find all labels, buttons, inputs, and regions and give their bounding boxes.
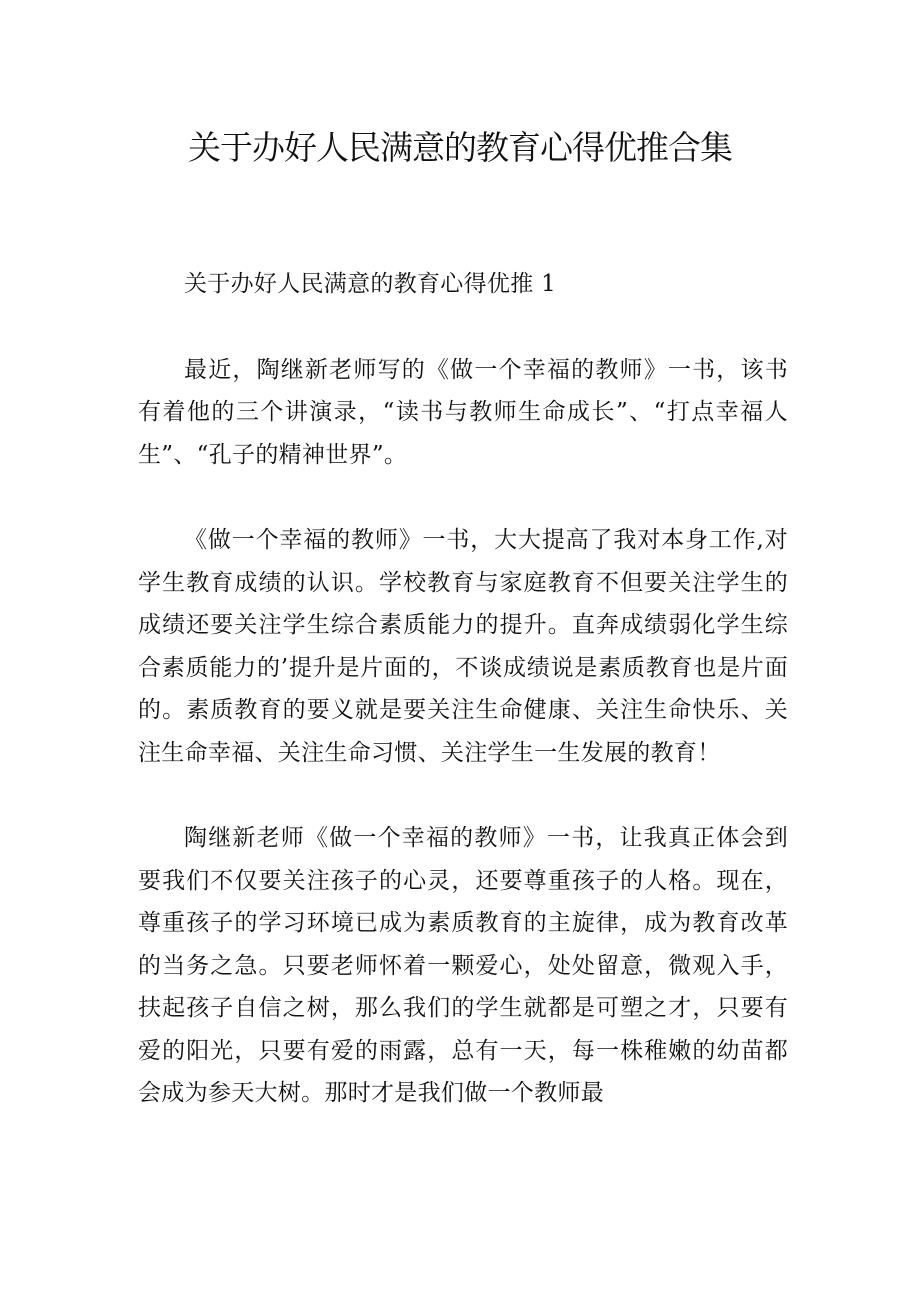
paragraph-3: 陶继新老师《做一个幸福的教师》一书，让我真正体会到要我们不仅要关注孩子的心灵，还要尊重孩子的人格。现在，尊重孩子的学习环境已成为素质教育的主旋律，成为教育改革的当务之急。只要老师怀着一颗爱心，处处留意，微观入手，扶起孩子自信之树，那么我们的学生就都是可塑之才，只要有爱的阳光，只要有爱的雨露，总有一天，每一株稚嫩的幼苗都会成为参天大树。那时才是我们做一个教师最 <box>138 825 788 1106</box>
document-body <box>138 263 788 1158</box>
paragraph-2: 《做一个幸福的教师》一书，大大提高了我对本身工作,对学生教育成绩的认识。学校教育与家庭教育不但要关注学生的成绩还要关注学生综合素质能力的提升。直奔成绩弱化学生综合素质能力的’提升是片面的，不谈成绩说是素质教育也是片面的。素质教育的要义就是要关注生命健康、关注生命快乐、关注生命幸福、关注生命习惯、关注学生一生发展的教育！ <box>138 527 788 766</box>
section-heading: 关于办好人民满意的教育心得优推 1 <box>184 271 557 297</box>
document-title: 关于办好人民满意的教育心得优推合集 <box>188 128 732 167</box>
paragraph-1: 最近，陶继新老师写的《做一个幸福的教师》一书，该书有着他的三个讲演录，“读书与教师生命成长”、“打点幸福人生”、“孔子的精神世界”。 <box>138 356 788 468</box>
